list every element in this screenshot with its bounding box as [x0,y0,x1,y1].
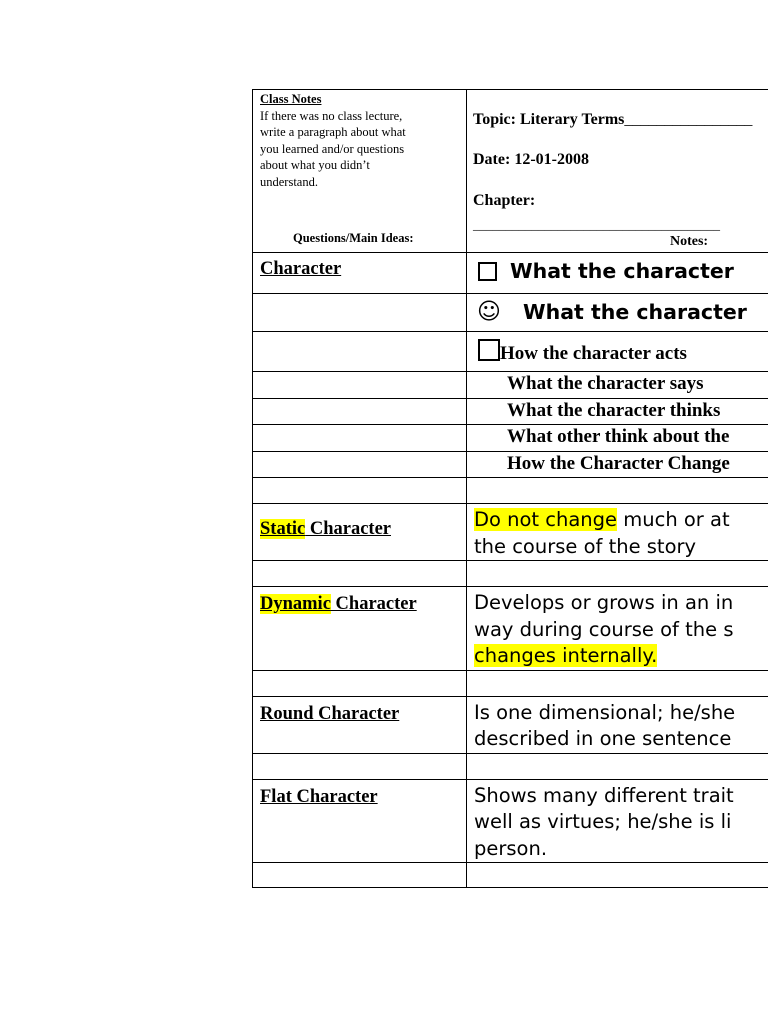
table-row [253,294,768,332]
empty-cell [253,399,467,425]
dynamic-term-cell [253,587,467,671]
empty-cell [253,452,467,478]
table-row [253,425,768,452]
definition-text: much or at [617,508,730,531]
definition-text: Shows many different trait [474,783,734,807]
spacer-row [253,753,768,779]
chapter-label: Chapter: [473,192,536,209]
topic-line [473,111,752,129]
table-row [253,452,768,478]
round-term: Round Character [260,703,400,724]
empty-cell [253,372,467,399]
character-method: What the character [510,259,734,283]
character-others-cell [467,425,768,452]
static-term [260,519,391,539]
empty-cell [253,425,467,452]
character-method: What the character says [507,373,704,394]
spacer-row [253,863,768,888]
empty-cell [253,863,467,888]
character-method: What other think about the [507,426,730,447]
dynamic-row [253,587,768,671]
character-says-cell [467,372,768,399]
definition-text: way during course of the s [474,617,734,641]
notes-table [252,89,768,888]
character-looks-cell [467,253,768,294]
smiley-icon: ☺ [477,299,501,325]
checkbox-icon [478,262,497,281]
instruction-line: write a paragraph about what [260,125,406,139]
character-term-cell [253,253,467,294]
questions-label: Questions/Main Ideas: [293,231,414,245]
round-definition [467,696,768,753]
round-term-cell [253,696,467,753]
definition-text: the course of the story [474,534,697,558]
static-definition [467,504,768,561]
instruction-line: about what you didn’t [260,158,370,172]
character-row [253,253,768,294]
character-method: What the character thinks [507,400,721,421]
empty-cell [253,561,467,587]
date-label: Date: 12-01-2008 [473,151,589,168]
header-row [253,90,768,253]
empty-cell [253,332,467,372]
spacer-row [253,478,768,504]
topic-blank: ________________ [624,111,753,128]
dynamic-term [260,594,417,614]
spacer-row [253,670,768,696]
topic-label: Topic: Literary Terms [473,111,625,128]
character-feels-cell [467,294,768,332]
character-method: What the character [522,300,747,324]
definition-text: Is one dimensional; he/she [474,700,736,724]
empty-cell [253,753,467,779]
term-highlight: Dynamic [260,594,331,614]
term-highlight: Static [260,519,306,539]
empty-cell [467,478,768,504]
notes-label: Notes: [670,234,709,249]
definition-text: described in one sentence [474,727,732,750]
table-row [253,332,768,372]
term-rest: Character [305,519,391,539]
static-term-cell [253,504,467,561]
instruction-line: you learned and/or questions [260,141,405,156]
empty-cell [253,478,467,504]
character-method: How the Character Change [507,453,730,474]
checkbox-icon [478,339,500,361]
definition-highlight: changes internally. [474,644,658,667]
instruction-line: understand. [260,174,318,189]
definition-text: person. [474,836,548,860]
empty-cell [467,753,768,779]
spacer-row [253,561,768,587]
round-row [253,696,768,753]
instruction-line: If there was no class lecture, [260,108,403,123]
chapter-blank: ______________________________________ [473,217,720,232]
class-notes-title: Class Notes [260,92,322,106]
header-left-cell [253,90,467,253]
empty-cell [467,670,768,696]
empty-cell [253,294,467,332]
empty-cell [467,561,768,587]
header-right-cell [467,90,768,253]
character-thinks-cell [467,399,768,425]
empty-cell [467,863,768,888]
static-row [253,504,768,561]
table-row [253,399,768,425]
flat-term: Flat Character [260,786,378,807]
flat-definition [467,779,768,863]
character-term: Character [260,259,342,279]
definition-text: well as virtues; he/she is li [474,810,732,833]
table-row [253,372,768,399]
term-rest: Character [330,594,417,614]
flat-term-cell [253,779,467,863]
character-acts-cell [467,332,768,372]
dynamic-definition [467,587,768,671]
definition-highlight: Do not change [474,508,618,531]
definition-text: Develops or grows in an in [474,591,734,614]
character-changes-cell [467,452,768,478]
empty-cell [253,670,467,696]
character-method: How the character acts [500,343,687,364]
flat-row [253,779,768,863]
